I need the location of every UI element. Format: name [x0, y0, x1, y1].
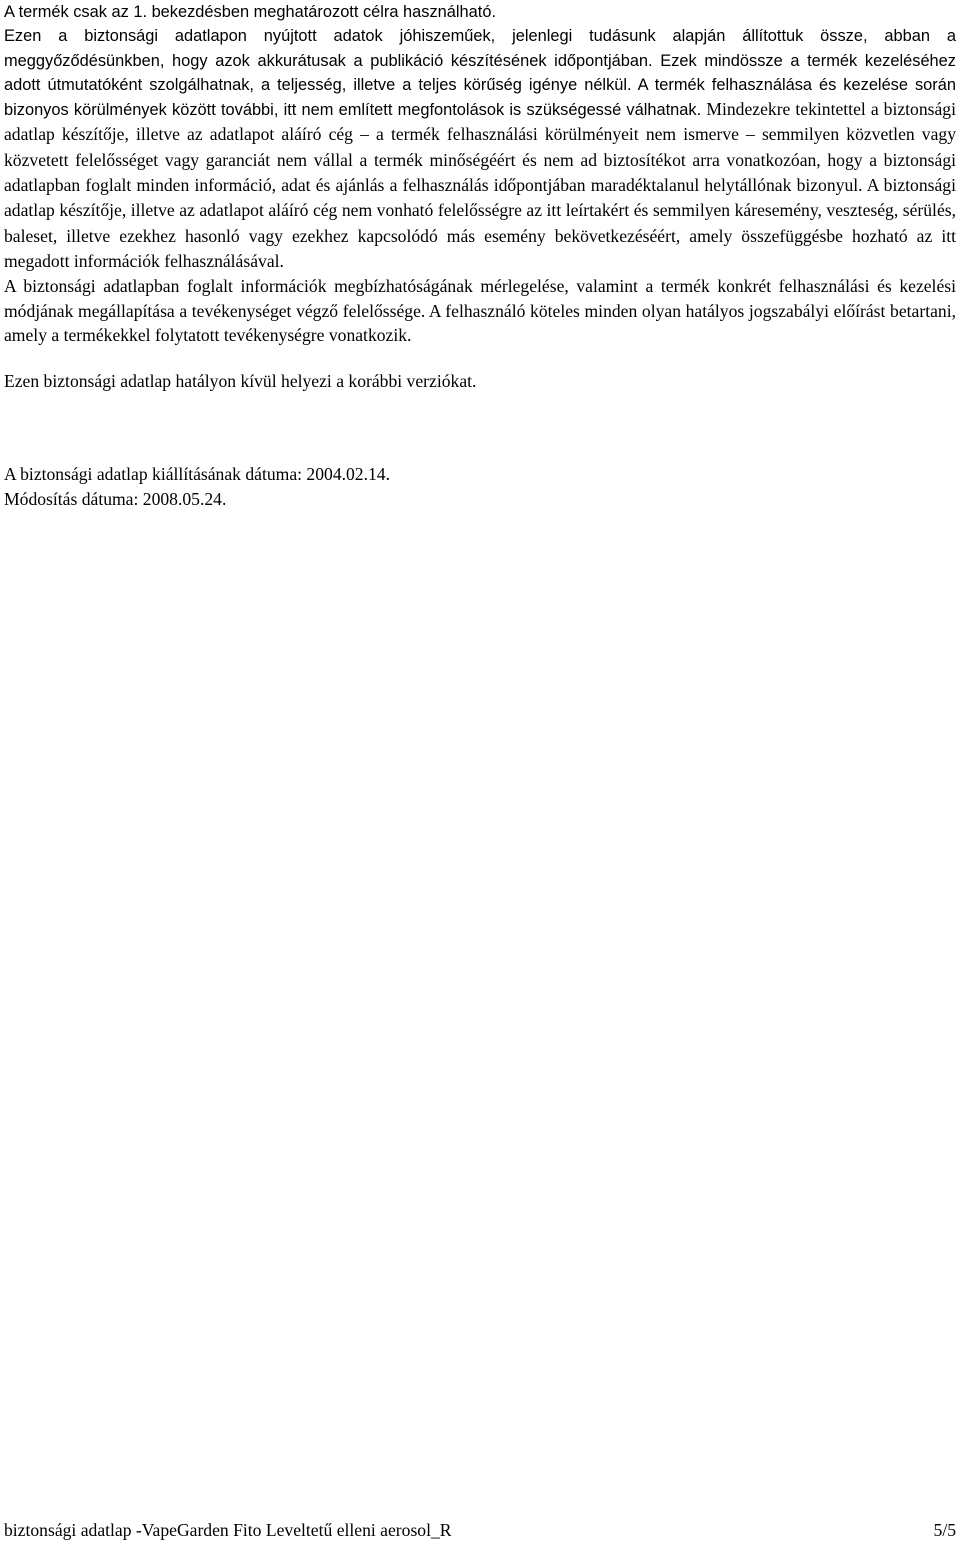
footer-document-name: biztonsági adatlap -VapeGarden Fito Leveltetű elleni aerosol_R [4, 1520, 452, 1540]
disclaimer-sans-text: Ezen a biztonsági adatlapon nyújtott adatok jóhiszeműek, jelenlegi tudásunk alapján állítottuk össze, abban a meggyőződésünkben, hogy azok akkurátusak a publikáció készítésének időpontjában. Ezek mindössze a termék kezeléséhez adott útmutatóként szolgálhatnak, a teljesség, illetve a teljes körűség igénye nélkül. A termék felhasználása és kezelése során bizonyos körülmények között további, itt nem említett megfontolások is szükségessé válhatnak. [4, 27, 956, 120]
spacer [4, 347, 956, 369]
disclaimer-block [4, 24, 956, 274]
page-footer [4, 1518, 956, 1544]
responsibility-block [4, 274, 956, 347]
revision-date: Módosítás dátuma: 2008.05.24. [4, 488, 227, 509]
responsibility-paragraph: A biztonsági adatlapban foglalt információk megbízhatóságának mérlegelése, valamint a termék konkrét felhasználási és kezelési módjának megállapítása a tevékenységet végző felelőssége. A felhasználó köteles minden olyan hatályos jogszabályi előírást betartani, amely a termékekkel folytatott tevékenységre vonatkozik. [4, 276, 956, 345]
spacer [4, 393, 956, 438]
disclaimer-paragraph [4, 24, 956, 274]
usage-note: A termék csak az 1. bekezdésben meghatározott célra használható. [4, 3, 496, 21]
supersedes-note: Ezen biztonsági adatlap hatályon kívül helyezi a korábbi verziókat. [4, 371, 477, 392]
document-body [4, 0, 956, 511]
page-number: 5/5 [933, 1520, 956, 1540]
issue-date: A biztonsági adatlap kiállításának dátuma: 2004.02.14. [4, 464, 390, 485]
spacer [4, 438, 956, 462]
liability-text: Mindezekre tekintettel a biztonsági adatlap készítője, illetve az adatlapot aláíró cég – a termék felhasználási körülményeit nem ismerve – semmilyen közvetlen vagy közvetett felelősséget vagy garanciát nem vállal a termék minőségéért és nem ad biztosítékot arra vonatkozóan, hogy a biztonsági adatlapban foglalt minden információ, adat és ajánlás a felhasználás időpontjában maradéktalanul helytállónak bizonyul. A biztonsági adatlap készítője, illetve az adatlapot aláíró cég nem vonható felelősségre az itt leírtakért és semmilyen káresemény, veszteség, sérülés, baleset, illetve ezekhez hasonló vagy ezekhez kapcsolódó más esemény bekövetkezéséért, amely összefüggésbe hozható az itt megadott információk felhasználásával. [4, 99, 956, 271]
